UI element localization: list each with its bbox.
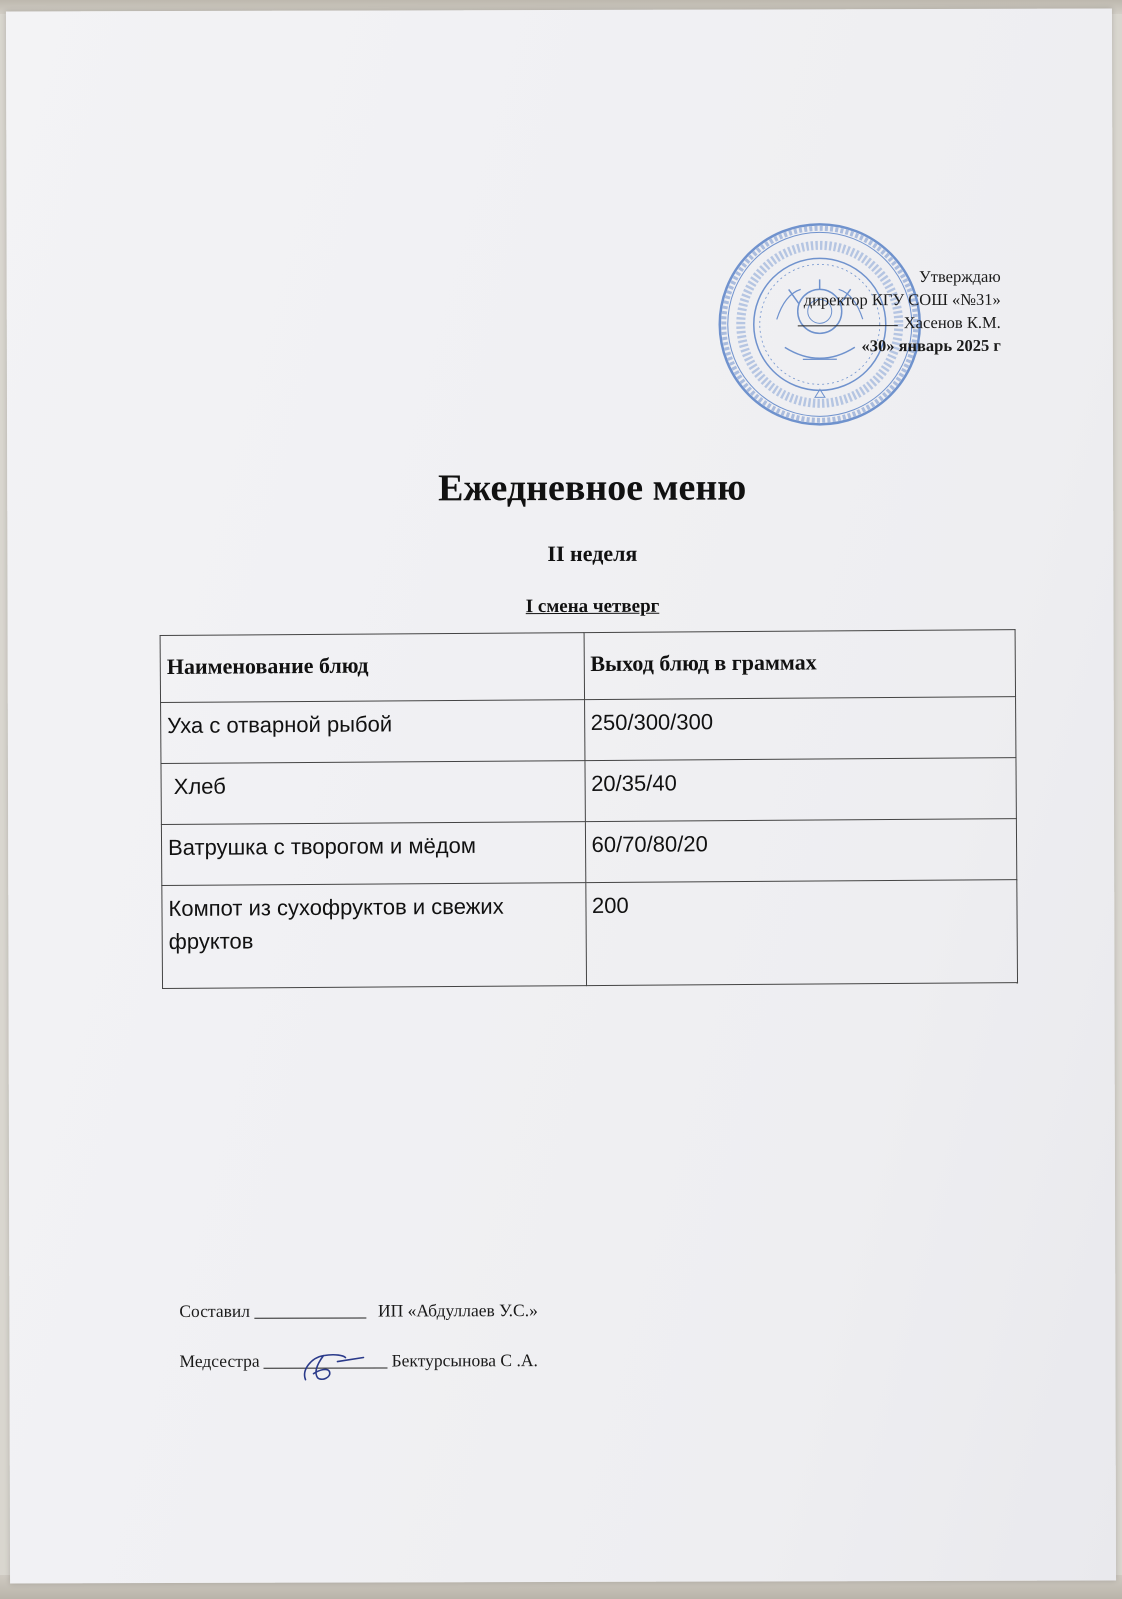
table-row — [161, 697, 1016, 764]
dish-output: 20/35/40 — [584, 758, 1016, 822]
table-header-row — [160, 630, 1015, 703]
signatures-block — [179, 1300, 538, 1401]
table-row — [162, 880, 1018, 989]
week-subtitle: II неделя — [547, 540, 638, 567]
nurse-row — [179, 1350, 538, 1401]
dish-name: Хлеб — [161, 761, 585, 825]
page-title: Ежедневное меню — [438, 466, 747, 510]
signature-blank — [254, 1318, 366, 1319]
dish-output: 60/70/80/20 — [585, 819, 1017, 883]
dish-name: Ватрушка с творогом и мёдом — [161, 822, 585, 886]
compiled-by-row — [179, 1300, 538, 1351]
shift-subtitle: I смена четверг — [525, 595, 660, 618]
column-header-dish: Наименование блюд — [160, 633, 584, 703]
director-signature-line — [798, 311, 1001, 335]
signature-blank — [798, 325, 898, 326]
approval-date: «30» январь 2025 г — [861, 335, 1001, 356]
table-row — [161, 819, 1016, 886]
signature-blank — [264, 1367, 388, 1368]
document-page — [6, 9, 1116, 1584]
column-header-output: Выход блюд в граммах — [584, 630, 1016, 700]
table-row — [161, 758, 1016, 825]
director-name: Хасенов К.М. — [903, 312, 1001, 333]
compiled-by-label: Составил — [179, 1300, 250, 1322]
dish-name: Уха с отварной рыбой — [161, 700, 585, 764]
handwritten-signature-icon — [284, 1349, 374, 1383]
menu-table — [160, 629, 1018, 989]
director-position: директор КГУ СОШ «№31» — [803, 289, 1001, 310]
compiled-by-name: ИП «Абдуллаев У.С.» — [377, 1300, 538, 1321]
approval-heading: Утверждаю — [919, 266, 1001, 287]
dish-name: Компот из сухофруктов и свежих фруктов — [162, 883, 586, 989]
dish-output: 250/300/300 — [584, 697, 1016, 761]
nurse-name: Бектурсынова С .А. — [391, 1350, 538, 1371]
dish-output: 200 — [585, 880, 1017, 986]
approval-block — [798, 265, 1001, 358]
nurse-label: Медсестра — [179, 1350, 260, 1372]
